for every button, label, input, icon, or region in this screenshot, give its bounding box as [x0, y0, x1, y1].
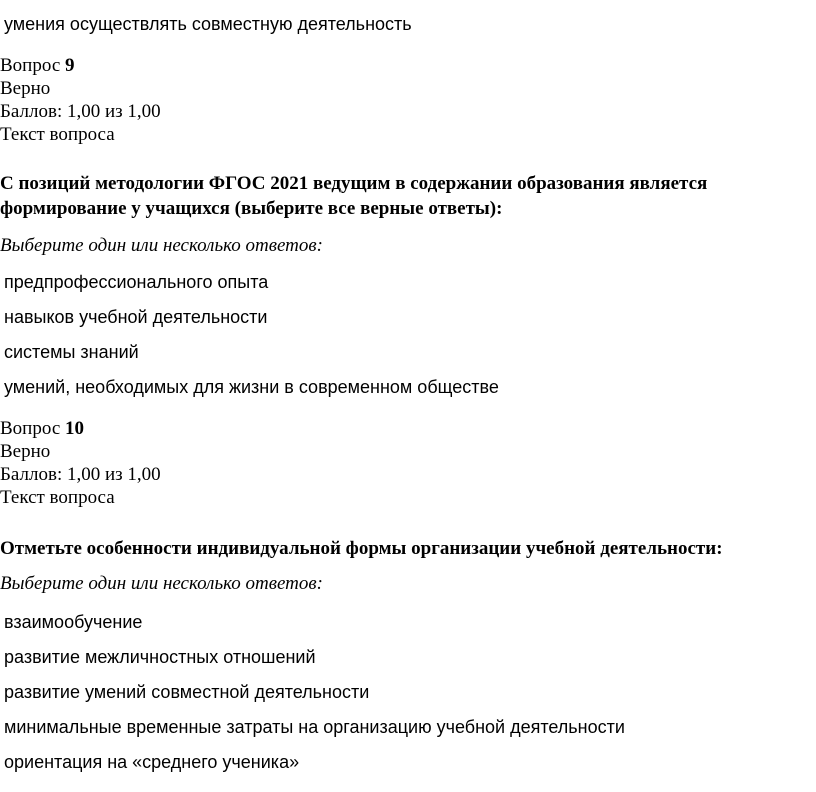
question-info-10 [0, 417, 161, 509]
question-text-label: Текст вопроса [0, 124, 115, 145]
answer-option[interactable]: умений, необходимых для жизни в современном обществе [4, 377, 499, 397]
answer-list-10 [0, 610, 625, 785]
question-text-10: Отметьте особенности индивидуальной формы организации учебной деятельности: [0, 538, 723, 559]
question-score: Баллов: 1,00 из 1,00 [0, 101, 161, 122]
question-status: Верно [0, 441, 51, 462]
question-text-9: С позиций методологии ФГОС 2021 ведущим в содержании образования является формирование у учащихся (выберите все верные ответы): [0, 173, 708, 219]
answer-option[interactable]: ориентация на «среднего ученика» [4, 752, 300, 772]
answer-option[interactable]: навыков учебной деятельности [4, 307, 268, 327]
answer-option[interactable]: развитие межличностных отношений [4, 647, 316, 667]
answer-option[interactable]: системы знаний [4, 342, 139, 362]
previous-answer-option: умения осуществлять совместную деятельность [4, 14, 412, 34]
question-number: Вопрос 9 [0, 55, 75, 76]
answer-option[interactable]: развитие умений совместной деятельности [4, 682, 370, 702]
question-text-label: Текст вопроса [0, 487, 115, 508]
answer-list-9 [0, 270, 499, 410]
answer-option[interactable]: минимальные временные затраты на организацию учебной деятельности [4, 717, 625, 737]
question-number: Вопрос 10 [0, 418, 84, 439]
answer-prompt-9: Выберите один или несколько ответов: [0, 235, 323, 256]
answer-prompt-10: Выберите один или несколько ответов: [0, 573, 323, 594]
answer-option[interactable]: взаимообучение [4, 612, 143, 632]
answer-option[interactable]: предпрофессионального опыта [4, 272, 269, 292]
question-status: Верно [0, 78, 51, 99]
question-info-9 [0, 54, 161, 146]
question-score: Баллов: 1,00 из 1,00 [0, 464, 161, 485]
